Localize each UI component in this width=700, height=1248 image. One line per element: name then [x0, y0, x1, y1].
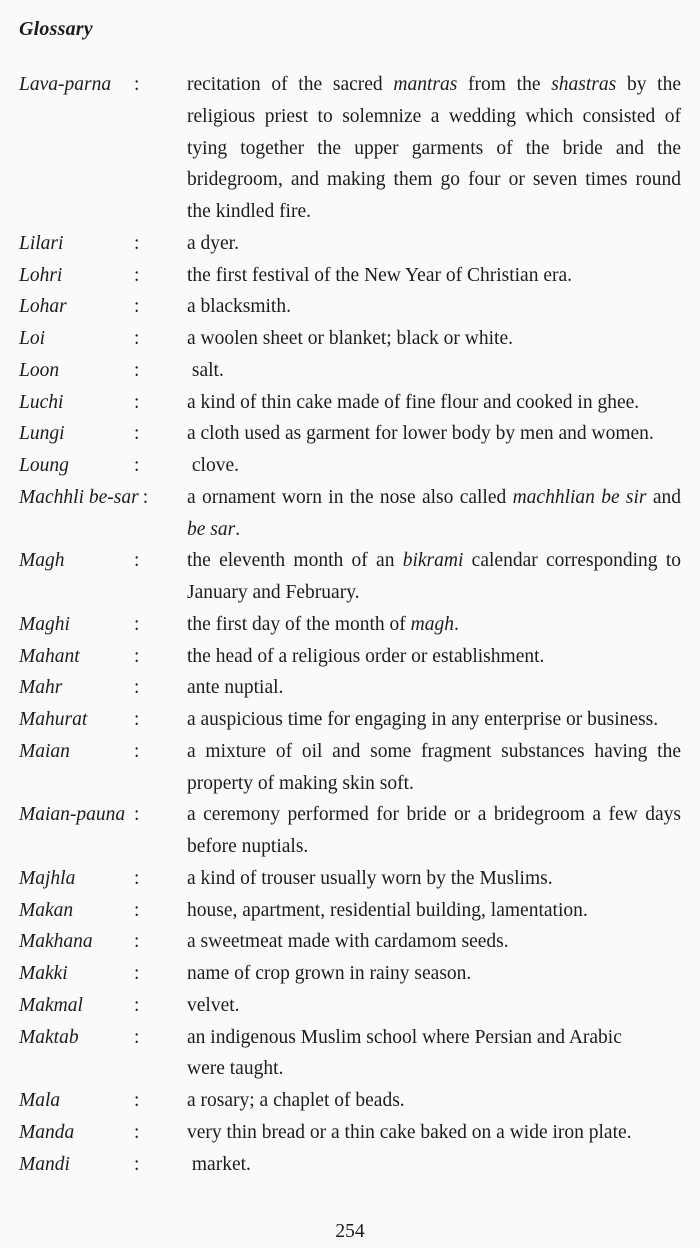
colon-separator: :	[134, 1153, 140, 1175]
colon-separator: :	[134, 359, 140, 381]
colon-separator: :	[134, 550, 140, 572]
glossary-definition	[187, 228, 681, 260]
definition-line: name of crop grown in rainy season.	[187, 963, 472, 984]
glossary-entry	[19, 736, 681, 800]
colon-separator: :	[134, 232, 140, 254]
glossary-entry	[19, 799, 681, 863]
glossary-entry	[19, 69, 681, 228]
definition-line: market.	[187, 1153, 251, 1175]
colon-separator: :	[134, 1121, 140, 1143]
definition-line: a sweetmeat made with cardamom seeds.	[187, 931, 509, 953]
colon-separator: :	[134, 709, 140, 730]
glossary-definition	[187, 895, 681, 927]
glossary-definition	[187, 1022, 681, 1086]
definition-line: a woolen sheet or blanket; black or white.	[187, 328, 513, 349]
definition-line: the first festival of the New Year of Christian era.	[187, 264, 573, 286]
definition-line: bridegroom, and making them go four or seven times round	[187, 169, 681, 191]
colon-separator: :	[134, 963, 140, 984]
italic-word: machhlian be sir	[512, 486, 647, 508]
glossary-term: Lava-parna	[19, 74, 112, 95]
glossary-entry	[19, 450, 681, 482]
glossary-entry	[19, 704, 681, 736]
definition-line: a cloth used as garment for lower body by men and women.	[187, 423, 654, 445]
definition-line: the eleventh month of an bikrami calendar corresponding to	[187, 550, 681, 572]
glossary-term: Lohar	[19, 296, 67, 318]
glossary-entry	[19, 958, 681, 990]
glossary-term: Manda	[19, 1121, 75, 1143]
glossary-definition	[187, 418, 681, 450]
glossary-definition	[187, 1149, 681, 1181]
italic-word: magh	[410, 613, 455, 635]
glossary-definition	[187, 799, 681, 863]
glossary-entry	[19, 641, 681, 673]
glossary-entry	[19, 863, 681, 895]
glossary-term: Mahurat	[19, 709, 88, 730]
glossary-entry	[19, 291, 681, 323]
definition-line: be sar.	[187, 518, 241, 540]
definition-line: a kind of trouser usually worn by the Muslims.	[187, 867, 553, 889]
glossary-definition	[187, 482, 681, 546]
definition-line: a kind of thin cake made of fine flour and cooked in ghee.	[187, 391, 640, 413]
glossary-term: Luchi	[19, 391, 64, 413]
colon-separator: :	[134, 455, 140, 476]
colon-separator: :	[134, 867, 140, 889]
definition-line: before nuptials.	[187, 836, 309, 857]
glossary-entry	[19, 387, 681, 419]
definition-line: were taught.	[187, 1058, 284, 1080]
colon-separator: :	[134, 1026, 140, 1048]
glossary-term: Mandi	[19, 1153, 70, 1175]
definition-line: January and February.	[187, 582, 360, 603]
definition-line: recitation of the sacred mantras from the shastras by the	[187, 74, 681, 95]
glossary-entry	[19, 1022, 681, 1086]
definition-line: velvet.	[187, 994, 240, 1016]
glossary-definition	[187, 704, 681, 736]
glossary-term: Mahant	[19, 645, 80, 667]
glossary-definition	[187, 1085, 681, 1117]
glossary-definition	[187, 990, 681, 1022]
colon-separator: :	[134, 994, 140, 1016]
glossary-term: Mala	[19, 1090, 61, 1111]
definition-line: property of making skin soft.	[187, 772, 414, 794]
definition-line: clove.	[187, 455, 239, 476]
glossary-definition	[187, 387, 681, 419]
glossary-term: Maghi	[19, 613, 70, 635]
definition-line: house, apartment, residential building, lamentation.	[187, 899, 588, 921]
glossary-term: Loung	[19, 455, 69, 476]
definition-line: ante nuptial.	[187, 677, 284, 699]
glossary-entry	[19, 482, 681, 546]
colon-separator: :	[134, 296, 140, 318]
glossary-definition	[187, 863, 681, 895]
colon-separator: :	[134, 391, 140, 413]
colon-separator: :	[134, 645, 140, 667]
definition-line: the head of a religious order or establishment.	[187, 645, 545, 667]
glossary-term: Lungi	[19, 423, 65, 445]
glossary-entry	[19, 418, 681, 450]
glossary-term: Makhana	[19, 931, 93, 953]
glossary-definition	[187, 609, 681, 641]
glossary-definition	[187, 260, 681, 292]
glossary-entry	[19, 545, 681, 609]
glossary-entry	[19, 895, 681, 927]
glossary-entry	[19, 1117, 681, 1149]
colon-separator: :	[134, 328, 140, 349]
colon-separator: :	[134, 613, 140, 635]
glossary-term: Maktab	[19, 1026, 79, 1048]
colon-separator: :	[134, 264, 140, 286]
definition-line: a auspicious time for engaging in any enterprise or business.	[187, 709, 659, 730]
glossary-entry	[19, 672, 681, 704]
glossary-entry	[19, 1149, 681, 1181]
glossary-definition	[187, 291, 681, 323]
definition-line: the kindled fire.	[187, 201, 311, 222]
glossary-term: Magh	[19, 550, 65, 572]
glossary-list	[19, 69, 681, 1180]
glossary-entry	[19, 260, 681, 292]
italic-word: mantras	[393, 74, 458, 95]
definition-line: very thin bread or a thin cake baked on a wide iron plate.	[187, 1121, 632, 1143]
glossary-term: Machhli be-sar	[19, 486, 139, 508]
glossary-term: Makan	[19, 899, 74, 921]
glossary-entry	[19, 990, 681, 1022]
definition-line: a ornament worn in the nose also called machhlian be sir and	[187, 486, 681, 508]
definition-line: a dyer.	[187, 232, 239, 254]
glossary-definition	[187, 641, 681, 673]
glossary-entry	[19, 926, 681, 958]
page-number: 254	[335, 1221, 365, 1242]
glossary-definition	[187, 450, 681, 482]
colon-separator: :	[134, 740, 140, 762]
definition-line: religious priest to solemnize a wedding which consisted of	[187, 105, 681, 127]
glossary-term: Mahr	[19, 677, 63, 699]
italic-word: shastras	[551, 74, 617, 95]
colon-separator: :	[134, 931, 140, 953]
colon-separator: :	[134, 423, 140, 445]
glossary-entry	[19, 1085, 681, 1117]
italic-word: bikrami	[402, 550, 464, 572]
definition-line: tying together the upper garments of the bride and the	[187, 137, 681, 159]
page-title: Glossary	[19, 18, 93, 40]
definition-line: a mixture of oil and some fragment substances having the	[187, 740, 681, 762]
glossary-definition	[187, 355, 681, 387]
definition-line: a ceremony performed for bride or a bridegroom a few days	[187, 804, 681, 826]
glossary-definition	[187, 69, 681, 228]
definition-line: the first day of the month of magh.	[187, 613, 459, 635]
glossary-term: Loi	[19, 328, 46, 349]
definition-line: a blacksmith.	[187, 296, 291, 318]
glossary-term: Lilari	[19, 232, 64, 254]
glossary-term: Maian-pauna	[19, 804, 126, 826]
glossary-definition	[187, 545, 681, 609]
definition-line: a rosary; a chaplet of beads.	[187, 1090, 405, 1111]
colon-separator: :	[134, 1090, 140, 1111]
colon-separator: :	[134, 74, 140, 95]
colon-separator: :	[134, 899, 140, 921]
colon-separator: :	[134, 804, 140, 826]
glossary-definition	[187, 323, 681, 355]
glossary-definition	[187, 672, 681, 704]
glossary-term: Loon	[19, 359, 60, 381]
glossary-definition	[187, 958, 681, 990]
glossary-entry	[19, 228, 681, 260]
italic-word: be sar	[187, 518, 236, 540]
glossary-term: Maian	[19, 740, 70, 762]
colon-separator: :	[142, 486, 149, 508]
glossary-entry	[19, 355, 681, 387]
definition-line: an indigenous Muslim school where Persian and Arabic	[187, 1026, 622, 1048]
colon-separator: :	[134, 677, 140, 699]
definition-line: salt.	[187, 359, 224, 381]
glossary-definition	[187, 736, 681, 800]
glossary-entry	[19, 609, 681, 641]
glossary-term: Makki	[19, 963, 68, 984]
glossary-term: Lohri	[19, 264, 63, 286]
glossary-entry	[19, 323, 681, 355]
glossary-term: Makmal	[19, 994, 83, 1016]
glossary-definition	[187, 926, 681, 958]
glossary-term: Majhla	[19, 867, 76, 889]
glossary-definition	[187, 1117, 681, 1149]
